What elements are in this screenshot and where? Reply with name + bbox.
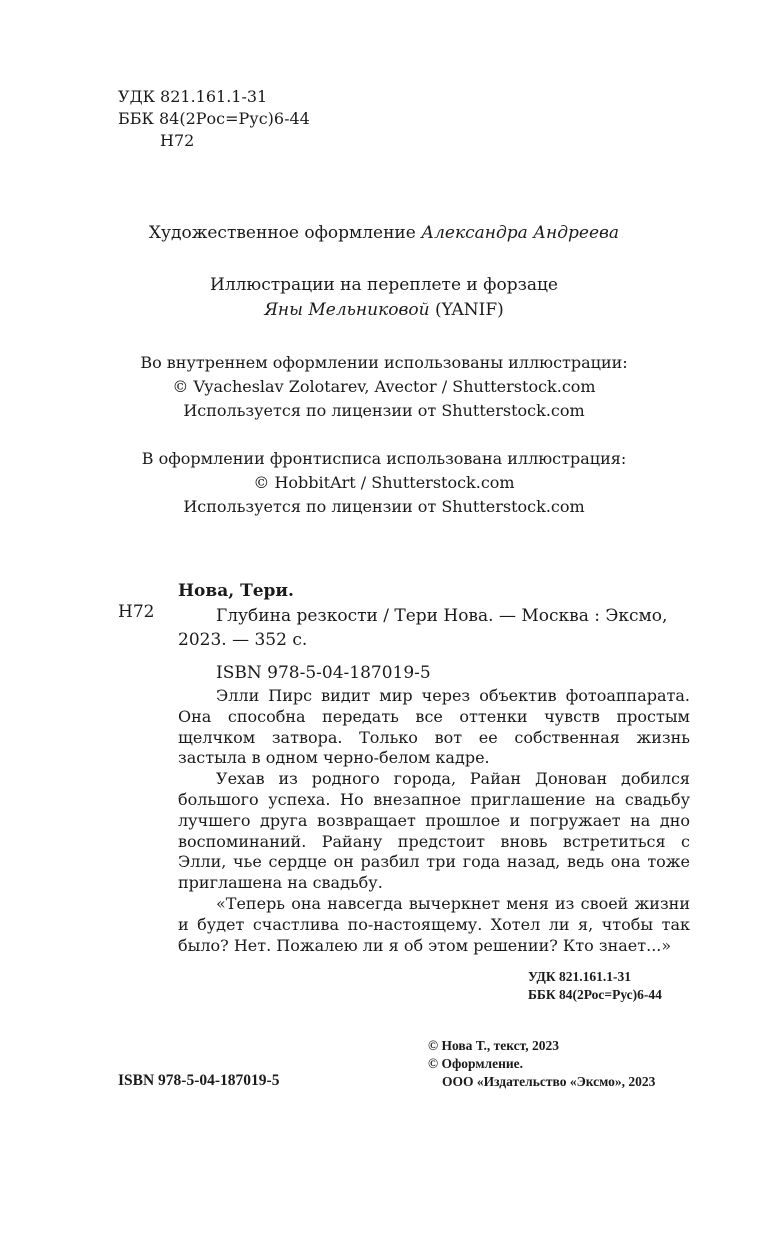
inner-illustrations-line1: Во внутреннем оформлении использованы иллюстрации: xyxy=(140,353,628,372)
design-name: Александра Андреева xyxy=(421,223,620,243)
annotation xyxy=(178,686,690,956)
annotation-paragraph: Элли Пирс видит мир через объектив фотоаппарата. Она способна передать все оттенки чувств простым щелчком затвора. Только вот ее собственная жизнь застыла в одном черно-белом кадре. xyxy=(178,686,690,768)
udk-code: УДК 821.161.1-31 xyxy=(118,87,268,106)
catalog-author-heading: Нова, Тери. xyxy=(178,581,294,601)
copyright-design: © Оформление. xyxy=(428,1056,524,1071)
copyright-publisher: ООО «Издательство «Эксмо», 2023 xyxy=(442,1074,656,1089)
author-mark: Н72 xyxy=(160,131,195,150)
illustrator-alias: (YANIF) xyxy=(429,300,504,320)
inner-illustrations-line3: Используется по лицензии от Shutterstock.com xyxy=(183,401,585,420)
cover-illustrations-line: Иллюстрации на переплете и форзаце xyxy=(210,275,558,295)
frontispiece-line2: © HobbitArt / Shutterstock.com xyxy=(253,473,515,492)
design-credit xyxy=(0,222,768,244)
inner-illustrations-line2: © Vyacheslav Zolotarev, Avector / Shutterstock.com xyxy=(172,377,596,396)
catalog-title-line2: 2023. — 352 с. xyxy=(178,630,308,650)
catalog-mark: Н72 xyxy=(118,602,155,622)
annotation-paragraph: Уехав из родного города, Райан Донован добился большого успеха. Но внезапное приглашение на свадьбу лучшего друга возвращает прошлое и погружает на дно воспоминаний. Райану предстоит вновь встретиться с Элли, чье сердце он разбил три года назад, ведь она тоже приглашена на свадьбу. xyxy=(178,769,690,893)
annotation-paragraph: «Теперь она навсегда вычеркнет меня из своей жизни и будет счастлива по-настоящему. Хотел ли я, чтобы так было? Нет. Пожалею ли я об этом решении? Кто знает...» xyxy=(178,893,690,955)
illustrator-name: Яны Мельниковой xyxy=(264,300,430,320)
catalog-isbn: ISBN 978-5-04-187019-5 xyxy=(216,663,431,683)
design-label: Художественное оформление xyxy=(148,223,416,243)
cover-illustrations-author xyxy=(0,299,768,321)
frontispiece-line3: Используется по лицензии от Shutterstock.com xyxy=(183,497,585,516)
frontispiece-line1: В оформлении фронтисписа использована иллюстрация: xyxy=(141,449,627,468)
copyright-text: © Нова Т., текст, 2023 xyxy=(428,1038,559,1053)
bottom-bbk-code: ББК 84(2Рос=Рус)6-44 xyxy=(528,987,662,1002)
catalog-title-line1: Глубина резкости / Тери Нова. — Москва : Эксмо, xyxy=(216,606,668,626)
bottom-isbn: ISBN 978-5-04-187019-5 xyxy=(118,1072,280,1089)
bbk-code: ББК 84(2Рос=Рус)6-44 xyxy=(118,109,310,128)
bottom-udk-code: УДК 821.161.1-31 xyxy=(528,969,631,984)
